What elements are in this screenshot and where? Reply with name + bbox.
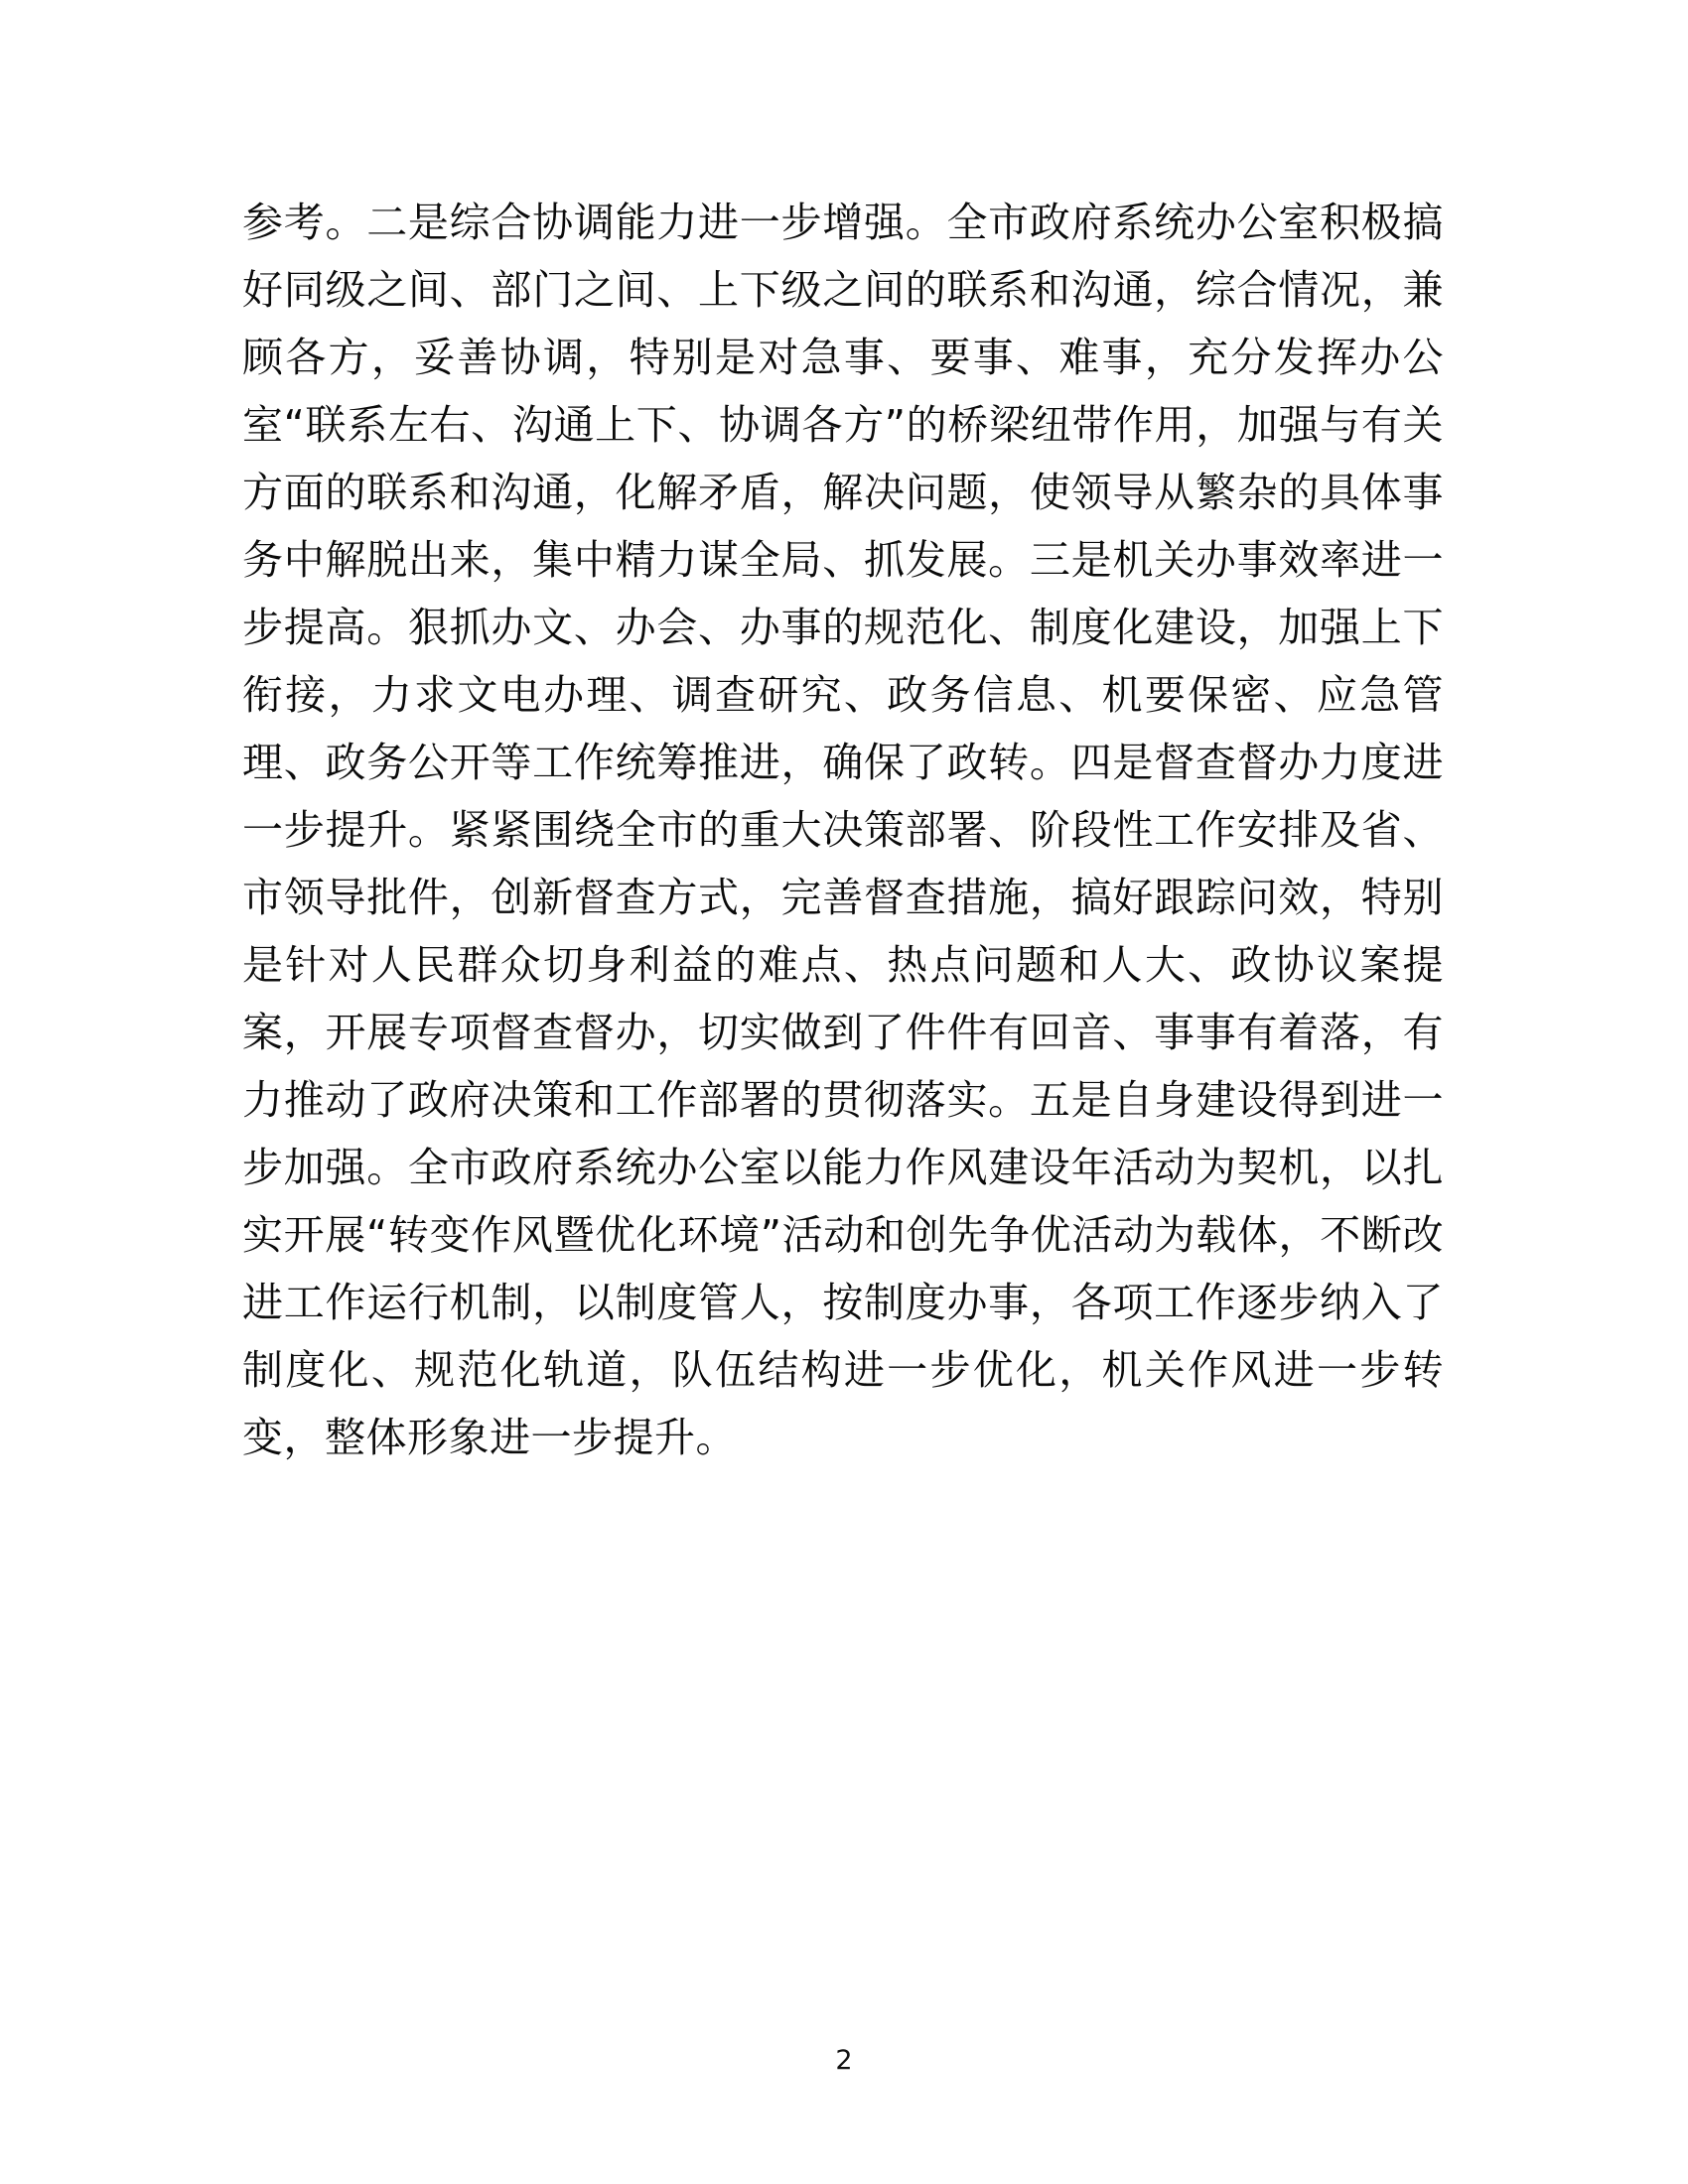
page-number: 2 (835, 2045, 853, 2076)
body-paragraph: 参考。二是综合协调能力进一步增强。全市政府系统办公室积极搞好同级之间、部门之间、上下级之间的联系和沟通，综合情况，兼顾各方，妥善协调，特别是对急事、要事、难事，充分发挥办公室“联系左右、沟通上下、协调各方”的桥梁纽带作用，加强与有关方面的联系和沟通，化解矛盾，解决问题，使领导从繁杂的具体事务中解脱出来，集中精力谋全局、抓发展。三是机关办事效率进一步提高。狠抓办文、办会、办事的规范化、制度化建设，加强上下衔接，力求文电办理、调查研究、政务信息、机要保密、应急管理、政务公开等工作统筹推进，确保了政转。四是督查督办力度进一步提升。紧紧围绕全市的重大决策部署、阶段性工作安排及省、市领导批件，创新督查方式，完善督查措施，搞好跟踪问效，特别是针对人民群众切身利益的难点、热点问题和人大、政协议案提案，开展专项督查督办，切实做到了件件有回音、事事有着落，有力推动了政府决策和工作部署的贯彻落实。五是自身建设得到进一步加强。全市政府系统办公室以能力作风建设年活动为契机，以扎实开展“转变作风暨优化环境”活动和创先争优活动为载体，不断改进工作运行机制，以制度管人，按制度办事，各项工作逐步纳入了制度化、规范化轨道，队伍结构进一步优化，机关作风进一步转变，整体形象进一步提升。 (242, 199, 1444, 1461)
